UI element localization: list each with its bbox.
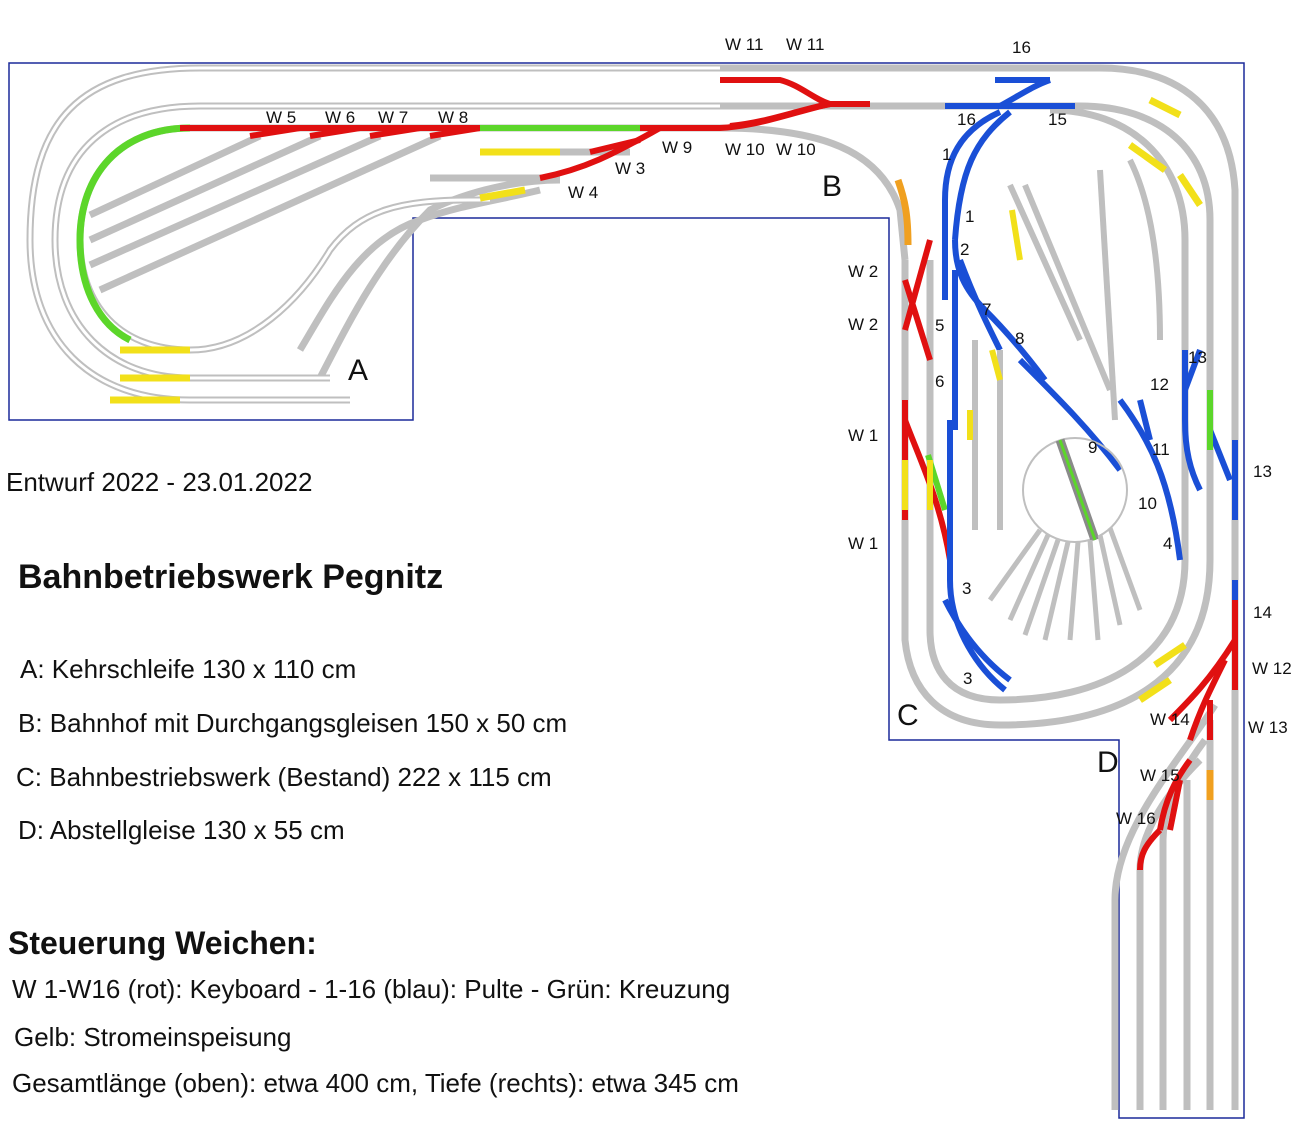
label-w12: W 12 bbox=[1252, 659, 1292, 678]
label-3a: 3 bbox=[962, 579, 972, 598]
label-6: 6 bbox=[935, 372, 945, 391]
label-9: 9 bbox=[1088, 438, 1098, 457]
label-w4: W 4 bbox=[568, 183, 599, 202]
label-8: 8 bbox=[1015, 329, 1025, 348]
label-w13: W 13 bbox=[1248, 718, 1288, 737]
area-letter-c: C bbox=[897, 699, 919, 732]
label-12: 12 bbox=[1150, 375, 1169, 394]
label-4: 4 bbox=[1163, 534, 1173, 553]
label-10: 10 bbox=[1138, 494, 1157, 513]
label-w3: W 3 bbox=[615, 159, 646, 178]
label-16b: 16 bbox=[957, 110, 976, 129]
label-w1b: W 1 bbox=[848, 534, 879, 553]
label-2: 2 bbox=[960, 240, 970, 259]
turntable bbox=[1023, 438, 1127, 542]
label-7: 7 bbox=[982, 300, 992, 319]
label-w1a: W 1 bbox=[848, 426, 879, 445]
label-5: 5 bbox=[935, 316, 945, 335]
label-w15: W 15 bbox=[1140, 766, 1180, 785]
label-11: 11 bbox=[1152, 440, 1170, 459]
control-line-dimensions: Gesamtlänge (oben): etwa 400 cm, Tiefe (rechts): etwa 345 cm bbox=[12, 1068, 739, 1098]
label-3b: 3 bbox=[963, 669, 973, 688]
page-title: Bahnbetriebswerk Pegnitz bbox=[18, 558, 444, 596]
label-w6: W 6 bbox=[325, 108, 356, 127]
control-heading: Steuerung Weichen: bbox=[8, 925, 317, 961]
label-16a: 16 bbox=[1012, 38, 1031, 57]
area-letter-a: A bbox=[348, 354, 369, 387]
area-letter-d: D bbox=[1097, 746, 1119, 779]
control-line-power: Gelb: Stromeinspeisung bbox=[14, 1022, 292, 1052]
area-legend-d: D: Abstellgleise 130 x 55 cm bbox=[18, 815, 345, 845]
label-w2a: W 2 bbox=[848, 262, 879, 281]
label-w7: W 7 bbox=[378, 108, 409, 127]
area-letter-b: B bbox=[822, 170, 843, 203]
label-w2b: W 2 bbox=[848, 315, 879, 334]
label-w10b: W 10 bbox=[776, 140, 816, 159]
area-a-sidings bbox=[90, 136, 440, 290]
area-legend-a: A: Kehrschleife 130 x 110 cm bbox=[20, 654, 357, 684]
label-w5: W 5 bbox=[266, 108, 297, 127]
area-legend-b: B: Bahnhof mit Durchgangsgleisen 150 x 50 cm bbox=[18, 708, 568, 738]
label-14: 14 bbox=[1253, 603, 1272, 622]
label-15: 15 bbox=[1048, 110, 1067, 129]
label-1b: 1 bbox=[965, 207, 975, 226]
label-13b: 13 bbox=[1253, 462, 1272, 481]
date-note: Entwurf 2022 - 23.01.2022 bbox=[6, 467, 313, 497]
label-w16: W 16 bbox=[1116, 809, 1156, 828]
label-13a: 13 bbox=[1188, 348, 1207, 367]
label-w11a: W 11 bbox=[725, 35, 764, 54]
label-w10a: W 10 bbox=[725, 140, 765, 159]
label-w8: W 8 bbox=[438, 108, 469, 127]
turntable-stalls bbox=[990, 528, 1140, 640]
control-line-switches: W 1-W16 (rot): Keyboard - 1-16 (blau): Pulte - Grün: Kreuzung bbox=[12, 974, 731, 1004]
area-legend-c: C: Bahnbestriebswerk (Bestand) 222 x 115 cm bbox=[16, 762, 552, 792]
label-1a: 1 bbox=[942, 145, 952, 164]
label-w9: W 9 bbox=[662, 138, 693, 157]
label-w11b: W 11 bbox=[786, 35, 825, 54]
label-w14: W 14 bbox=[1150, 710, 1190, 729]
